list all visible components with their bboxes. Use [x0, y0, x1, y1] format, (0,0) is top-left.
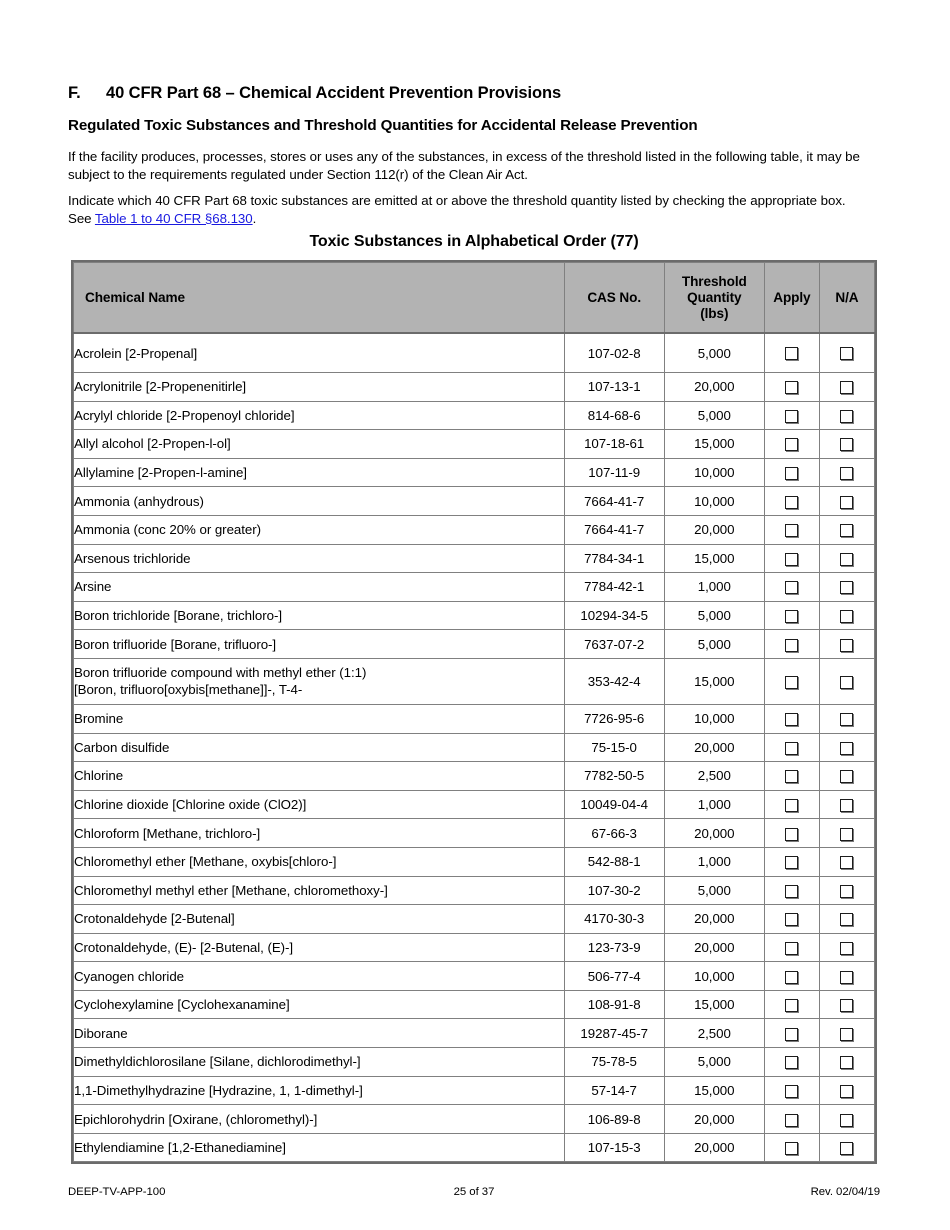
cell-apply [764, 733, 819, 762]
cell-apply [764, 515, 819, 544]
cell-cas-no: 506-77-4 [564, 962, 664, 991]
na-checkbox[interactable] [840, 496, 853, 509]
table-row [74, 515, 875, 544]
cell-apply [764, 1048, 819, 1077]
cell-cas-no: 106-89-8 [564, 1105, 664, 1134]
cell-chemical-name: Acrylyl chloride [2-Propenoyl chloride] [74, 401, 565, 430]
cell-cas-no: 7782-50-5 [564, 762, 664, 791]
cell-na [819, 762, 874, 791]
na-checkbox[interactable] [840, 713, 853, 726]
cell-chemical-name: Chloroform [Methane, trichloro-] [74, 819, 565, 848]
cell-cas-no: 19287-45-7 [564, 1019, 664, 1048]
cell-apply [764, 458, 819, 487]
table-row [74, 990, 875, 1019]
cell-apply [764, 1019, 819, 1048]
cell-cas-no: 123-73-9 [564, 933, 664, 962]
apply-checkbox[interactable] [785, 553, 798, 566]
na-checkbox[interactable] [840, 438, 853, 451]
cell-threshold-quantity: 10,000 [664, 962, 764, 991]
cell-chemical-name: Boron trifluoride compound with methyl ether (1:1) [Boron, trifluoro[oxybis[methane]]-, T-4- [74, 658, 565, 704]
na-checkbox[interactable] [840, 942, 853, 955]
table-row [74, 333, 875, 373]
cell-threshold-quantity: 5,000 [664, 601, 764, 630]
cell-chemical-name: Crotonaldehyde, (E)- [2-Butenal, (E)-] [74, 933, 565, 962]
cell-na [819, 933, 874, 962]
cell-chemical-name: 1,1-Dimethylhydrazine [Hydrazine, 1, 1-dimethyl-] [74, 1076, 565, 1105]
table-body [74, 333, 875, 1162]
cell-apply [764, 790, 819, 819]
table-row [74, 544, 875, 573]
apply-checkbox[interactable] [785, 1085, 798, 1098]
cell-cas-no: 57-14-7 [564, 1076, 664, 1105]
cell-apply [764, 333, 819, 373]
cell-chemical-name: Diborane [74, 1019, 565, 1048]
na-checkbox[interactable] [840, 1142, 853, 1155]
cell-chemical-name: Arsenous trichloride [74, 544, 565, 573]
cell-apply [764, 601, 819, 630]
cell-cas-no: 107-30-2 [564, 876, 664, 905]
apply-checkbox[interactable] [785, 410, 798, 423]
apply-checkbox[interactable] [785, 770, 798, 783]
table-row [74, 762, 875, 791]
cell-chemical-name: Acrylonitrile [2-Propenenitirle] [74, 373, 565, 402]
cell-cas-no: 67-66-3 [564, 819, 664, 848]
cell-na [819, 905, 874, 934]
cell-apply [764, 1105, 819, 1134]
cell-na [819, 487, 874, 516]
column-header-na: N/A [819, 263, 874, 334]
cell-chemical-name: Boron trichloride [Borane, trichloro-] [74, 601, 565, 630]
sub-heading: Regulated Toxic Substances and Threshold Quantities for Accidental Release Prevention [68, 117, 698, 134]
column-header-cas-no: CAS No. [564, 263, 664, 334]
cell-na [819, 704, 874, 733]
cell-cas-no: 4170-30-3 [564, 905, 664, 934]
cell-cas-no: 75-78-5 [564, 1048, 664, 1077]
cell-na [819, 373, 874, 402]
na-checkbox[interactable] [840, 524, 853, 537]
cell-na [819, 601, 874, 630]
apply-checkbox[interactable] [785, 885, 798, 898]
apply-checkbox[interactable] [785, 381, 798, 394]
table-row [74, 819, 875, 848]
section-heading [68, 84, 561, 103]
cell-threshold-quantity: 20,000 [664, 819, 764, 848]
cell-apply [764, 544, 819, 573]
threshold-quantity-line3: (lbs) [700, 305, 729, 321]
cell-chemical-name: Chloromethyl ether [Methane, oxybis[chloro-] [74, 847, 565, 876]
table-row [74, 704, 875, 733]
table-row [74, 373, 875, 402]
apply-checkbox[interactable] [785, 856, 798, 869]
table-row [74, 905, 875, 934]
apply-checkbox[interactable] [785, 524, 798, 537]
footer-page-number: 25 of 37 [453, 1186, 495, 1198]
na-checkbox[interactable] [840, 410, 853, 423]
apply-checkbox[interactable] [785, 1142, 798, 1155]
cell-cas-no: 7726-95-6 [564, 704, 664, 733]
cell-apply [764, 762, 819, 791]
column-header-apply: Apply [764, 263, 819, 334]
apply-checkbox[interactable] [785, 1056, 798, 1069]
apply-checkbox[interactable] [785, 610, 798, 623]
cell-apply [764, 704, 819, 733]
na-checkbox[interactable] [840, 1028, 853, 1041]
apply-checkbox[interactable] [785, 999, 798, 1012]
na-checkbox[interactable] [840, 1085, 853, 1098]
table-row [74, 458, 875, 487]
table-row [74, 401, 875, 430]
section-heading-text: 40 CFR Part 68 – Chemical Accident Prevention Provisions [106, 84, 562, 102]
table-row [74, 601, 875, 630]
table-title: Toxic Substances in Alphabetical Order (77) [309, 233, 639, 250]
table-row [74, 790, 875, 819]
cell-chemical-name: Cyanogen chloride [74, 962, 565, 991]
cell-chemical-name: Cyclohexylamine [Cyclohexanamine] [74, 990, 565, 1019]
na-checkbox[interactable] [840, 770, 853, 783]
cell-na [819, 962, 874, 991]
cell-cas-no: 107-18-61 [564, 430, 664, 459]
cell-threshold-quantity: 20,000 [664, 1133, 764, 1162]
table-row [74, 933, 875, 962]
na-checkbox[interactable] [840, 1114, 853, 1127]
cfr-table-link[interactable]: Table 1 to 40 CFR §68.130 [94, 210, 253, 226]
cell-threshold-quantity: 5,000 [664, 401, 764, 430]
cell-na [819, 1048, 874, 1077]
cell-threshold-quantity: 1,000 [664, 847, 764, 876]
cell-apply [764, 962, 819, 991]
table-row [74, 1048, 875, 1077]
column-header-chemical-name: Chemical Name [74, 263, 565, 334]
na-checkbox[interactable] [840, 742, 853, 755]
cell-na [819, 458, 874, 487]
cell-chemical-name: Ethylendiamine [1,2-Ethanediamine] [74, 1133, 565, 1162]
na-checkbox[interactable] [840, 347, 853, 360]
apply-checkbox[interactable] [785, 742, 798, 755]
threshold-quantity-line2: Quantity [687, 289, 742, 305]
cell-chemical-name: Boron trifluoride [Borane, trifluoro-] [74, 630, 565, 659]
cell-cas-no: 7784-42-1 [564, 573, 664, 602]
apply-checkbox[interactable] [785, 438, 798, 451]
na-checkbox[interactable] [840, 1056, 853, 1069]
na-checkbox[interactable] [840, 828, 853, 841]
cell-threshold-quantity: 15,000 [664, 990, 764, 1019]
apply-checkbox[interactable] [785, 639, 798, 652]
intro-paragraph-1: If the facility produces, processes, stores or uses any of the substances, in excess of the threshold listed in the following table, it may be subject to the requirements regulated under Section 112(r) of the Clean Air Act. [68, 149, 860, 182]
cell-na [819, 990, 874, 1019]
cell-na [819, 733, 874, 762]
cell-na [819, 658, 874, 704]
cell-chemical-name: Carbon disulfide [74, 733, 565, 762]
apply-checkbox[interactable] [785, 347, 798, 360]
apply-checkbox[interactable] [785, 1028, 798, 1041]
apply-checkbox[interactable] [785, 913, 798, 926]
cell-threshold-quantity: 15,000 [664, 430, 764, 459]
cell-threshold-quantity: 20,000 [664, 515, 764, 544]
apply-checkbox[interactable] [785, 1114, 798, 1127]
cell-chemical-name: Crotonaldehyde [2-Butenal] [74, 905, 565, 934]
cell-cas-no: 107-02-8 [564, 333, 664, 373]
cell-threshold-quantity: 20,000 [664, 1105, 764, 1134]
table-row [74, 658, 875, 704]
table-row [74, 962, 875, 991]
cell-cas-no: 7784-34-1 [564, 544, 664, 573]
cell-na [819, 1019, 874, 1048]
cell-threshold-quantity: 1,000 [664, 573, 764, 602]
cell-chemical-name: Arsine [74, 573, 565, 602]
cell-cas-no: 10294-34-5 [564, 601, 664, 630]
cell-chemical-name: Chlorine dioxide [Chlorine oxide (ClO2)] [74, 790, 565, 819]
cell-cas-no: 10049-04-4 [564, 790, 664, 819]
apply-checkbox[interactable] [785, 496, 798, 509]
cell-chemical-name: Chlorine [74, 762, 565, 791]
cell-cas-no: 7664-41-7 [564, 515, 664, 544]
cell-cas-no: 107-13-1 [564, 373, 664, 402]
cell-cas-no: 75-15-0 [564, 733, 664, 762]
cell-threshold-quantity: 20,000 [664, 905, 764, 934]
cell-na [819, 1105, 874, 1134]
table-row [74, 733, 875, 762]
table-row [74, 1019, 875, 1048]
cell-apply [764, 658, 819, 704]
cell-chemical-name: Ammonia (conc 20% or greater) [74, 515, 565, 544]
cell-chemical-name: Epichlorohydrin [Oxirane, (chloromethyl)-] [74, 1105, 565, 1134]
cell-apply [764, 1133, 819, 1162]
cell-threshold-quantity: 15,000 [664, 1076, 764, 1105]
cell-apply [764, 876, 819, 905]
apply-checkbox[interactable] [785, 676, 798, 689]
cell-threshold-quantity: 15,000 [664, 544, 764, 573]
apply-checkbox[interactable] [785, 467, 798, 480]
table-row [74, 630, 875, 659]
apply-checkbox[interactable] [785, 713, 798, 726]
cell-chemical-name: Ammonia (anhydrous) [74, 487, 565, 516]
na-checkbox[interactable] [840, 553, 853, 566]
cell-apply [764, 819, 819, 848]
cell-threshold-quantity: 5,000 [664, 333, 764, 373]
cell-threshold-quantity: 10,000 [664, 487, 764, 516]
na-checkbox[interactable] [840, 971, 853, 984]
cell-na [819, 1133, 874, 1162]
cell-na [819, 819, 874, 848]
cell-chemical-name: Dimethyldichlorosilane [Silane, dichlorodimethyl-] [74, 1048, 565, 1077]
cell-threshold-quantity: 20,000 [664, 733, 764, 762]
cell-threshold-quantity: 2,500 [664, 1019, 764, 1048]
table-row [74, 847, 875, 876]
cell-threshold-quantity: 20,000 [664, 933, 764, 962]
cell-chemical-name: Allylamine [2-Propen-l-amine] [74, 458, 565, 487]
cell-threshold-quantity: 1,000 [664, 790, 764, 819]
cell-threshold-quantity: 5,000 [664, 1048, 764, 1077]
cell-threshold-quantity: 5,000 [664, 876, 764, 905]
table-row [74, 573, 875, 602]
na-checkbox[interactable] [840, 639, 853, 652]
cell-cas-no: 7664-41-7 [564, 487, 664, 516]
cell-apply [764, 630, 819, 659]
apply-checkbox[interactable] [785, 799, 798, 812]
cell-threshold-quantity: 10,000 [664, 704, 764, 733]
cell-apply [764, 487, 819, 516]
table-header-row [74, 263, 875, 334]
cell-chemical-name: Allyl alcohol [2-Propen-l-ol] [74, 430, 565, 459]
column-header-threshold-quantity [664, 263, 764, 334]
table-header [74, 263, 875, 334]
cell-threshold-quantity: 15,000 [664, 658, 764, 704]
cell-na [819, 790, 874, 819]
paragraph-2-text-after: . [252, 210, 257, 226]
toxic-substances-table-container [71, 260, 877, 1164]
na-checkbox[interactable] [840, 856, 853, 869]
cell-apply [764, 905, 819, 934]
cell-na [819, 544, 874, 573]
apply-checkbox[interactable] [785, 828, 798, 841]
cell-threshold-quantity: 10,000 [664, 458, 764, 487]
table-row [74, 1076, 875, 1105]
cell-cas-no: 107-11-9 [564, 458, 664, 487]
cell-cas-no: 7637-07-2 [564, 630, 664, 659]
intro-paragraph-2 [68, 192, 868, 227]
section-letter: F. [68, 84, 81, 102]
cell-cas-no: 107-15-3 [564, 1133, 664, 1162]
toxic-substances-table [73, 262, 875, 1162]
apply-checkbox[interactable] [785, 581, 798, 594]
cell-apply [764, 1076, 819, 1105]
na-checkbox[interactable] [840, 610, 853, 623]
cell-cas-no: 353-42-4 [564, 658, 664, 704]
apply-checkbox[interactable] [785, 971, 798, 984]
threshold-quantity-line1: Threshold [681, 273, 747, 289]
cell-na [819, 333, 874, 373]
na-checkbox[interactable] [840, 885, 853, 898]
na-checkbox[interactable] [840, 381, 853, 394]
cell-apply [764, 373, 819, 402]
footer-form-id: DEEP-TV-APP-100 [68, 1186, 166, 1198]
cell-threshold-quantity: 2,500 [664, 762, 764, 791]
cell-na [819, 515, 874, 544]
table-row [74, 430, 875, 459]
table-row [74, 1133, 875, 1162]
table-row [74, 876, 875, 905]
cell-na [819, 430, 874, 459]
table-row [74, 487, 875, 516]
na-checkbox[interactable] [840, 676, 853, 689]
cell-threshold-quantity: 5,000 [664, 630, 764, 659]
cell-apply [764, 401, 819, 430]
cell-na [819, 1076, 874, 1105]
cell-na [819, 401, 874, 430]
paragraph-2-text-before: Indicate which 40 CFR Part 68 toxic substances are emitted at or above the threshold quantity listed by checking the appropriate box. See [68, 193, 846, 226]
na-checkbox[interactable] [840, 467, 853, 480]
cell-apply [764, 990, 819, 1019]
table-row [74, 1105, 875, 1134]
cell-na [819, 876, 874, 905]
na-checkbox[interactable] [840, 799, 853, 812]
cell-cas-no: 108-91-8 [564, 990, 664, 1019]
cell-chemical-name: Acrolein [2-Propenal] [74, 333, 565, 373]
cell-threshold-quantity: 20,000 [664, 373, 764, 402]
apply-checkbox[interactable] [785, 942, 798, 955]
cell-apply [764, 933, 819, 962]
cell-chemical-name: Chloromethyl methyl ether [Methane, chloromethoxy-] [74, 876, 565, 905]
cell-chemical-name: Bromine [74, 704, 565, 733]
cell-cas-no: 542-88-1 [564, 847, 664, 876]
cell-apply [764, 573, 819, 602]
na-checkbox[interactable] [840, 581, 853, 594]
cell-apply [764, 847, 819, 876]
cell-cas-no: 814-68-6 [564, 401, 664, 430]
na-checkbox[interactable] [840, 913, 853, 926]
cell-na [819, 630, 874, 659]
cell-apply [764, 430, 819, 459]
cell-na [819, 847, 874, 876]
cell-na [819, 573, 874, 602]
na-checkbox[interactable] [840, 999, 853, 1012]
footer-revision: Rev. 02/04/19 [810, 1186, 880, 1198]
